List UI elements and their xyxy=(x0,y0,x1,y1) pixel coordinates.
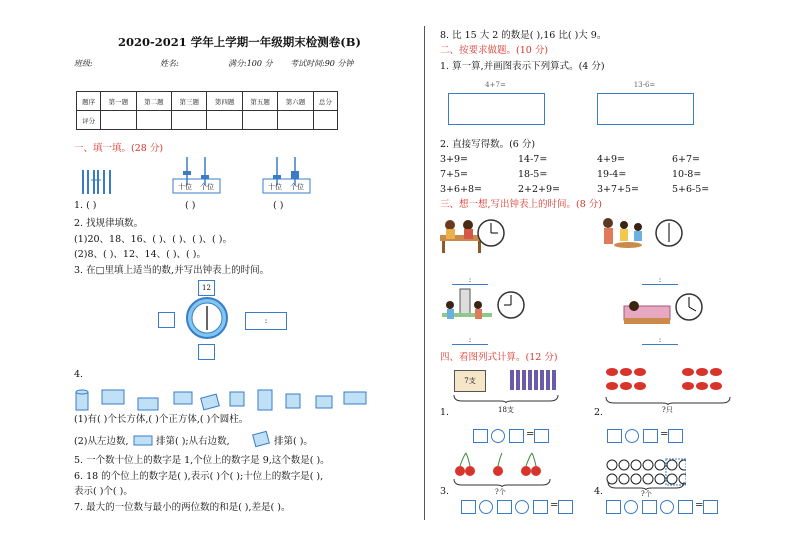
page-title: 2020-2021 学年上学期一年级期末检测卷(B) xyxy=(118,35,361,49)
score-row-label: 评分 xyxy=(77,111,101,130)
score-header: 第四题 xyxy=(207,92,242,111)
score-cell[interactable] xyxy=(207,111,242,130)
total-label: 18支 xyxy=(498,406,514,414)
answer-box[interactable] xyxy=(643,429,658,443)
total-label: ?个 xyxy=(641,490,652,498)
school-scene-image xyxy=(440,287,496,327)
answer-box[interactable] xyxy=(642,500,657,514)
abacus-ones-label: 个位 xyxy=(200,183,214,191)
clock-left-box[interactable] xyxy=(158,312,175,328)
q1-answer-b: ( ) xyxy=(185,200,196,211)
section1-heading: 一、填一填。(28 分) xyxy=(74,143,164,154)
class-label: 班级: xyxy=(74,59,93,68)
operator-circle[interactable] xyxy=(491,429,505,443)
s2-q2-text: 2. 直接写得数。(6 分) xyxy=(440,139,536,150)
score-header: 第三题 xyxy=(172,92,207,111)
solid-shapes-image xyxy=(74,386,374,414)
q2-a-text: (1)20、18、16、( )、( )、( )、( )。 xyxy=(74,234,232,245)
abacus-tens-label: 十位 xyxy=(178,183,192,191)
calc-item: 3+9= xyxy=(440,154,469,165)
score-header: 总分 xyxy=(313,92,337,111)
calc-item: 14-7= xyxy=(518,154,548,165)
calc-item: 7+5= xyxy=(440,169,469,180)
draw-box-2[interactable] xyxy=(597,93,694,125)
sleeping-scene-image xyxy=(622,292,674,328)
score-header: 第六题 xyxy=(278,92,313,111)
q4-a-text: (1)有( )个长方体,( )个正方体,( )个圆柱。 xyxy=(74,414,249,425)
family-scene-image xyxy=(598,215,654,255)
equals-sign: = xyxy=(526,429,535,440)
problem-2-label: 2. xyxy=(594,407,604,418)
calc-item: 4+9= xyxy=(597,154,626,165)
score-header: 第二题 xyxy=(136,92,171,111)
problem-1-label: 1. xyxy=(440,407,450,418)
answer-box[interactable] xyxy=(558,500,573,514)
exam-time: 考试时间:90 分钟 xyxy=(290,59,354,68)
section4-heading: 四、看图列式计算。(12 分) xyxy=(440,352,558,363)
equals-sign: = xyxy=(550,500,559,511)
q2-b-text: (2)8、( )、12、14、( )、( )。 xyxy=(74,249,206,260)
column-divider xyxy=(424,26,425,520)
answer-box[interactable] xyxy=(607,429,622,443)
calc-item: 2+2+9= xyxy=(518,184,561,195)
full-score: 满分:100 分 xyxy=(228,59,273,68)
q7-text: 7. 最大的一位数与最小的两位数的和是( ),差是( )。 xyxy=(74,502,291,513)
operator-circle[interactable] xyxy=(624,500,638,514)
score-cell[interactable] xyxy=(101,111,136,130)
time-answer-line[interactable]: : xyxy=(642,276,678,285)
clock-top-box: 12 xyxy=(198,280,215,296)
problem-3-label: 3. xyxy=(440,486,450,497)
pencils-image xyxy=(508,368,558,392)
q5-text: 5. 一个数十位上的数字是 1,个位上的数字是 9,这个数是( )。 xyxy=(74,455,330,466)
clock-bottom-box[interactable] xyxy=(198,344,215,360)
calc-item: 6+7= xyxy=(672,154,701,165)
equals-sign: = xyxy=(660,429,669,440)
calc-item: 3+6+8= xyxy=(440,184,483,195)
q6-text-b: 表示( )个( )。 xyxy=(74,486,133,497)
score-header: 第一题 xyxy=(101,92,136,111)
counting-sticks-image xyxy=(80,168,120,196)
calc-item: 10-8= xyxy=(672,169,702,180)
q4-b-text-1: (2)从左边数, xyxy=(74,436,129,447)
score-cell[interactable] xyxy=(278,111,313,130)
calc-item: 19-4= xyxy=(597,169,627,180)
clock-icon xyxy=(476,218,506,248)
cylinder-icon xyxy=(132,433,154,447)
q8-text: 8. 比 15 大 2 的数是( ),16 比( )大 9。 xyxy=(440,30,607,41)
answer-box[interactable] xyxy=(606,500,621,514)
calc-item: 3+7+5= xyxy=(597,184,640,195)
time-answer-box[interactable]: : xyxy=(245,312,287,330)
score-table xyxy=(76,91,338,130)
q2-text: 2. 找规律填数。 xyxy=(74,218,144,229)
score-cell[interactable] xyxy=(242,111,277,130)
answer-box[interactable] xyxy=(509,429,524,443)
answer-box[interactable] xyxy=(473,429,488,443)
abacus-tens-label: 十位 xyxy=(268,183,282,191)
score-cell[interactable] xyxy=(313,111,337,130)
q6-text: 6. 18 的个位上的数字是( ),表示( )个( );十位上的数字是( ), xyxy=(74,471,324,482)
clock-icon xyxy=(185,296,229,340)
total-label: ?个 xyxy=(495,488,506,496)
section2-heading: 二、按要求做题。(10 分) xyxy=(440,45,549,56)
total-label: ?只 xyxy=(662,406,673,414)
clock-icon xyxy=(496,290,526,320)
operator-circle[interactable] xyxy=(515,500,529,514)
answer-box[interactable] xyxy=(703,500,718,514)
answer-box[interactable] xyxy=(461,500,476,514)
answer-box[interactable] xyxy=(534,429,549,443)
clock-icon xyxy=(654,218,684,248)
q3-text: 3. 在□里填上适当的数,并写出钟表上的时间。 xyxy=(74,265,270,276)
answer-box[interactable] xyxy=(533,500,548,514)
s2-q1-text: 1. 算一算,并画图表示下列算式。(4 分) xyxy=(440,61,605,72)
clock-icon xyxy=(674,292,704,322)
time-answer-line[interactable]: : xyxy=(452,336,488,345)
expr1-label: 4+7= xyxy=(485,81,506,89)
time-answer-line[interactable]: : xyxy=(642,336,678,345)
calc-item: 5+6-5= xyxy=(672,184,710,195)
score-header: 第五题 xyxy=(242,92,277,111)
section3-heading: 三、想一想,写出钟表上的时间。(8 分) xyxy=(440,199,602,210)
q4-b-text-2: 排第( );从右边数, xyxy=(156,436,230,447)
pencil-box-image: 7支 xyxy=(454,370,486,392)
calc-item: 18-5= xyxy=(518,169,548,180)
q4-b-text-3: 排第( )。 xyxy=(274,436,313,447)
operator-circle[interactable] xyxy=(479,500,493,514)
answer-box[interactable] xyxy=(678,500,693,514)
brace-icon xyxy=(452,477,552,487)
expr2-label: 13-6= xyxy=(633,81,656,89)
equals-sign: = xyxy=(695,500,704,511)
answer-box[interactable] xyxy=(668,429,683,443)
brace-icon xyxy=(452,393,560,403)
score-header: 题序 xyxy=(77,92,101,111)
name-label: 姓名: xyxy=(160,59,179,68)
answer-box[interactable] xyxy=(497,500,512,514)
draw-box-1[interactable] xyxy=(448,93,545,125)
cherries-image xyxy=(452,451,552,479)
operator-circle[interactable] xyxy=(660,500,674,514)
q1-answer-c: ( ) xyxy=(273,200,284,211)
cube-icon xyxy=(250,430,272,448)
q4-label: 4. xyxy=(74,369,84,380)
problem-4-label: 4. xyxy=(594,486,604,497)
brace-icon xyxy=(604,395,734,405)
abacus-ones-label: 个位 xyxy=(290,183,304,191)
time-answer-line[interactable]: : xyxy=(452,276,488,285)
q1-answer-a: 1. ( ) xyxy=(74,200,97,211)
score-cell[interactable] xyxy=(172,111,207,130)
score-cell[interactable] xyxy=(136,111,171,130)
operator-circle[interactable] xyxy=(625,429,639,443)
